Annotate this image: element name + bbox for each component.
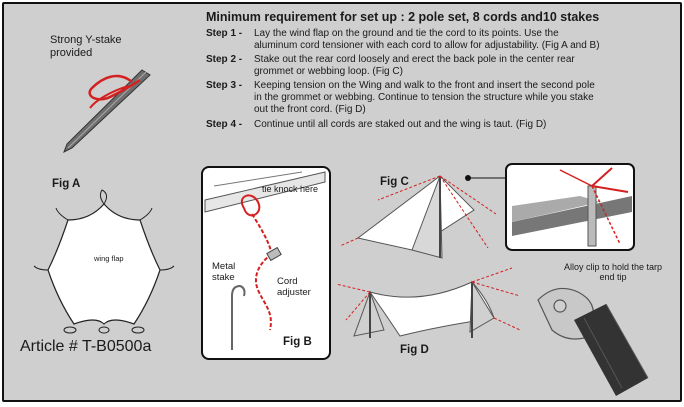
step-2-label: Step 2 - <box>206 54 243 65</box>
fig-b-title: Fig B <box>283 336 312 348</box>
tie-knot-label: tie knock here <box>262 184 319 194</box>
metal-stake-label: Metal stake <box>212 261 236 283</box>
step-3-line-3: out the front cord. (Fig D) <box>254 104 366 115</box>
step-3-label: Step 3 - <box>206 80 243 91</box>
fig-a-title: Fig A <box>52 178 81 190</box>
step-3-line-1: Keeping tension on the Wing and walk to the front and insert the second pole <box>254 80 595 91</box>
wing-flap-label: wing flap <box>94 254 124 263</box>
article-number: Article # T-B0500a <box>20 338 152 355</box>
fig-c-title: Fig C <box>380 176 409 188</box>
step-2-line-2: grommet or webbing loop. (Fig C) <box>254 66 403 77</box>
step-3-line-2: in the grommet or webbing. Continue to tension the structure while you stake <box>254 92 594 103</box>
cord-adjuster-label: Cord adjuster <box>277 276 311 298</box>
fig-d-title: Fig D <box>400 344 429 356</box>
step-4-label: Step 4 - <box>206 119 243 130</box>
stake-caption: Strong Y-stake provided <box>50 34 122 59</box>
setup-heading: Minimum requirement for set up : 2 pole set, 8 cords and10 stakes <box>206 10 600 24</box>
step-1-line-1: Lay the wind flap on the ground and tie the cord to its points. Use the <box>254 28 559 39</box>
step-1-line-2: aluminum cord tensioner with each cord to allow for adjustability. (Fig A and B) <box>254 40 600 51</box>
alloy-clip-caption: Alloy clip to hold the tarp end tip <box>563 262 663 282</box>
step-2-line-1: Stake out the rear cord loosely and erect the back pole in the center rear <box>254 54 575 65</box>
step-1-label: Step 1 - <box>206 28 243 39</box>
step-4-line-1: Continue until all cords are staked out and the wing is taut. (Fig D) <box>254 119 547 130</box>
